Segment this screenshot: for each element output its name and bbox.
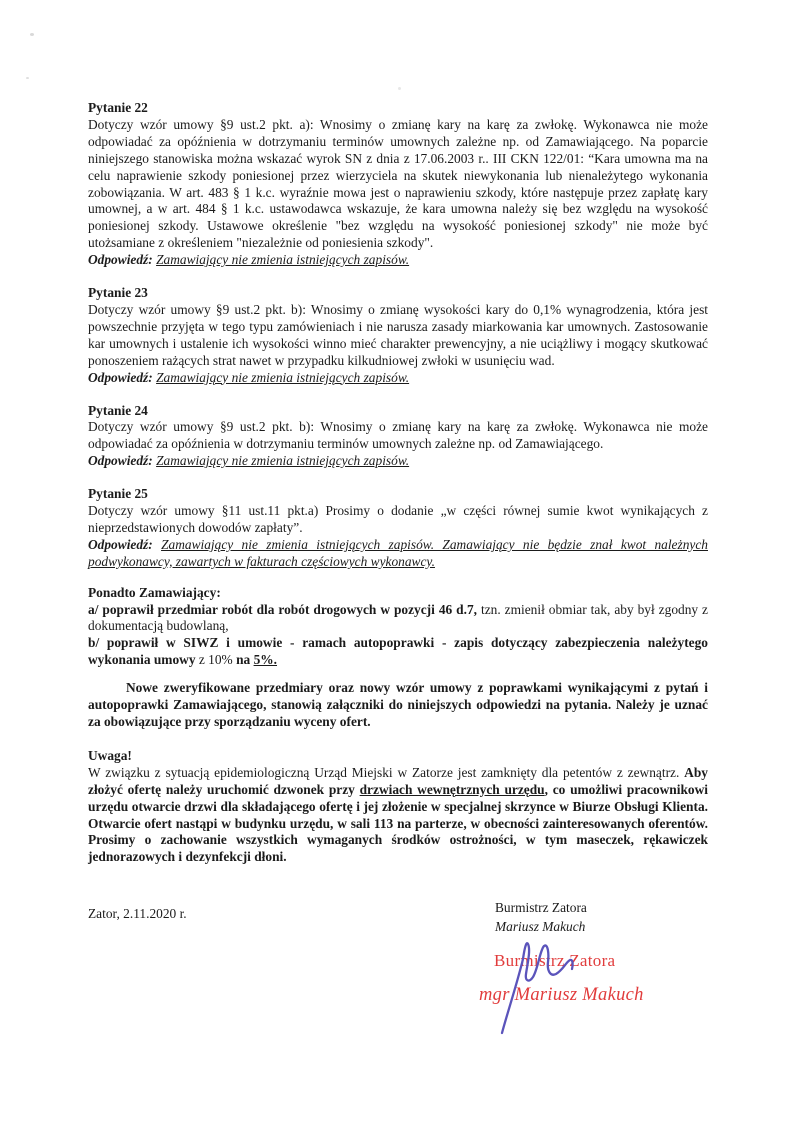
amendment-a-bold: a/ poprawił przedmiar robót dla robót drogowych w pozycji 46 d.7, [88, 601, 478, 617]
note-paragraph: Nowe zweryfikowane przedmiary oraz nowy wzór umowy z poprawkami wynikającymi z pytań i autopoprawki Zamawiającego, stanowią załączniki do niniejszych odpowiedzi na pytania. Należy je uznać za obowiązujące przy sporządzaniu wyceny ofert. [88, 680, 708, 729]
question-title: Pytanie 25 [88, 486, 148, 502]
amendment-a-rest: tzn. zmienił obmiar tak, aby był zgodny z dokumentacją budowlaną, [88, 601, 709, 634]
amendment-b-bold: b/ poprawił w SIWZ i umowie - ramach autopoprawki - zapis dotyczący zabezpieczenia należytego wykonania umowy [88, 635, 708, 668]
stamp-name: mgr Mariusz Makuch [479, 985, 644, 1006]
question-block-22 [88, 100, 708, 269]
amendment-b-mid: z 10% [195, 652, 237, 668]
scan-speck [30, 33, 34, 36]
question-body: Dotyczy wzór umowy §9 ust.2 pkt. b): Wnosimy o zmianę kary na karę za zwłokę. Wykonawca nie może odpowiadać za opóźnienia w dotrzymaniu terminów umownych zależne np. od Zamawiającego. [88, 419, 708, 452]
answer-text: Zamawiający nie zmienia istniejących zapisów. [156, 252, 410, 268]
question-block-24 [88, 403, 708, 471]
question-title: Pytanie 24 [88, 402, 148, 418]
answer-line [88, 252, 708, 269]
question-block-23 [88, 285, 708, 386]
answer-text: Zamawiający nie zmienia istniejących zapisów. Zamawiający nie będzie znał kwot należnych podwykonawcy, zawartych w fakturach częściowych wykonawcy. [88, 536, 708, 569]
signer-title: Burmistrz Zatora [495, 900, 587, 916]
answer-text: Zamawiający nie zmienia istniejących zapisów. [156, 453, 410, 469]
question-title: Pytanie 23 [88, 285, 148, 301]
amendment-b-na: na [236, 652, 254, 668]
signature-area [88, 899, 708, 1119]
warning-bold-1: Aby złożyć ofertę należy uruchomić dzwonek przy [88, 764, 708, 797]
stamp-title: Burmistrz Zatora [494, 951, 616, 971]
scan-speck [398, 87, 401, 90]
warning-intro: W związku z sytuacją epidemiologiczną Urząd Miejski w Zatorze jest zamknięty dla petentów z zewnątrz. [88, 764, 685, 780]
answer-label: Odpowiedź: [88, 252, 153, 268]
answer-line [88, 537, 708, 571]
date-line: Zator, 2.11.2020 r. [88, 906, 187, 922]
amendment-item-a [88, 602, 708, 636]
answer-label: Odpowiedź: [88, 369, 153, 385]
amendments-section [88, 585, 708, 670]
warning-bold-2: , co umożliwi pracownikowi urzędu otwarcie drzwi dla składającego ofertę i jej złożenie w specjalnej skrzynce w Biurze Obsługi Klienta. Otwarcie ofert nastąpi w budynku urzędu, w sali 113 na parterze, w obecności zainteresowanych oferentów. Prosimy o zachowanie wszystkich wymaganych środków ostrożności, w tym maseczek, rękawiczek jednorazowych i dezynfekcji dłoni. [88, 781, 708, 865]
scan-speck [26, 77, 29, 79]
amendment-item-b [88, 635, 708, 669]
question-body: Dotyczy wzór umowy §9 ust.2 pkt. a): Wnosimy o zmianę kary na karę za zwłokę. Wykonawca nie może odpowiadać za opóźnienia w dotrzymaniu terminów umownych zależne np. od Zamawiającego. Na poparcie niniejszego stanowiska można wskazać wyrok SN z dnia z 17.06.2003 r.. III CKN 122/01: “Kara umowna ma na celu naprawienie szkody poniesionej przez wierzyciela na skutek niewykonania lub nienależytego wykonania zobowiązania. W art. 483 § 1 k.c. wyraźnie mowa jest o naprawieniu szkody, które następuje przez zapłatę kary umownej, a w art. 484 § 1 k.c. ustawodawca wskazuje, że kara umowna należy się bez względu na wysokość poniesionej szkody. Ustawowe określenie "bez względu na wysokość poniesionej szkody" nie może być utożsamiane z określeniem "niezależnie od poniesienia szkody". [88, 116, 708, 251]
answer-text: Zamawiający nie zmienia istniejących zapisów. [156, 369, 410, 385]
warning-underline: drzwiach wewnętrznych urzędu [359, 781, 545, 797]
signer-name: Mariusz Makuch [495, 918, 586, 934]
answer-label: Odpowiedź: [88, 453, 153, 469]
signer-block [495, 899, 587, 936]
amendments-heading: Ponadto Zamawiający: [88, 584, 221, 600]
question-body: Dotyczy wzór umowy §9 ust.2 pkt. b): Wnosimy o zmianę wysokości kary do 0,1% wynagrodzenia, która jest powszechnie przyjęta w tego typu zamówieniach i nie narusza zasady miarkowania kar umownych. Zastosowanie kar umownych i ustalenie ich wysokości winno mieć charakter prewencyjny, a nie uciążliwy i mogący skutkować ponoszeniem rażących strat nawet w przypadku kilkudniowej zwłoki w usunięciu wad. [88, 301, 708, 368]
answer-label: Odpowiedź: [88, 536, 153, 552]
signature-scribble [493, 934, 593, 1044]
amendment-b-percent: 5%. [253, 652, 278, 668]
answer-line [88, 453, 708, 470]
warning-section [88, 748, 708, 866]
question-block-25 [88, 486, 708, 571]
warning-paragraph [88, 765, 708, 866]
answer-line [88, 370, 708, 387]
warning-heading: Uwaga! [88, 747, 132, 763]
question-body: Dotyczy wzór umowy §11 ust.11 pkt.a) Prosimy o dodanie „w części równej sumie kwot wynikających z nieprzedstawionych dowodów zapłaty”. [88, 503, 708, 535]
question-title: Pytanie 22 [88, 100, 148, 115]
